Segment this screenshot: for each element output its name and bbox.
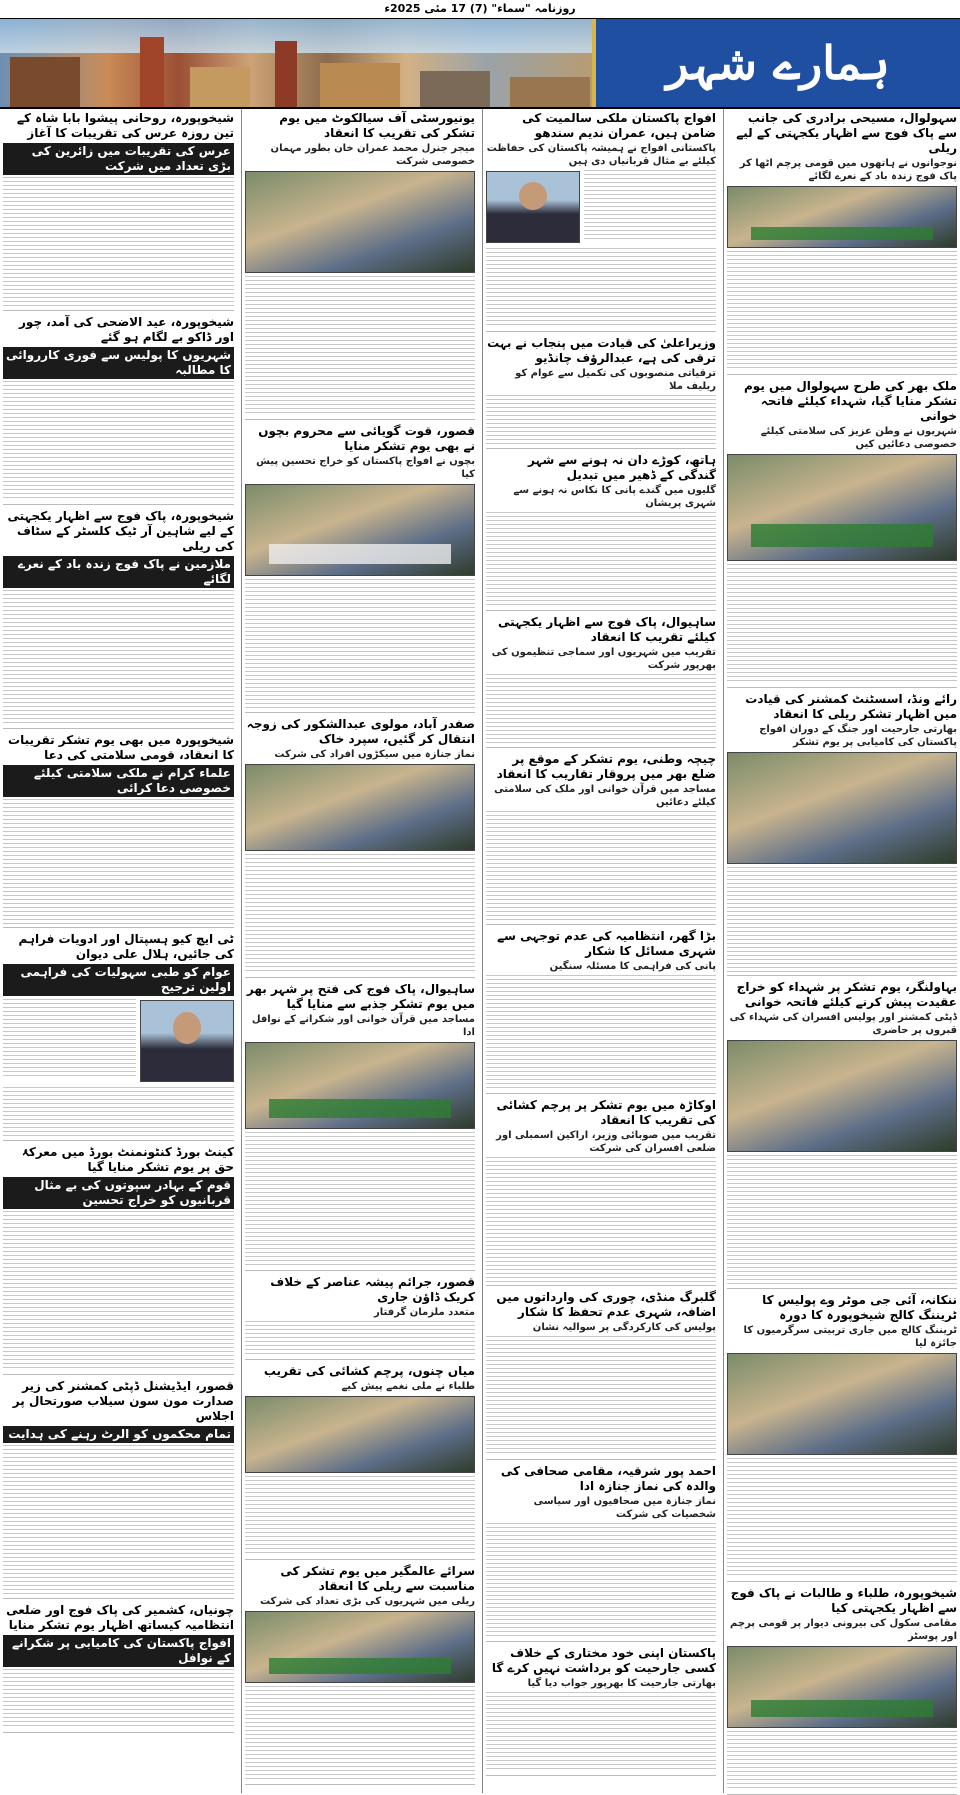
subheadline: میجر جنرل محمد عمران خان بطور مہمان خصوصی شرکت [270, 143, 475, 167]
headline: شیخوپورہ میں بھی یوم تشکر تقریبات کا انعقاد، قومی سلامتی کی دعا [8, 733, 234, 762]
subheadline: قوم کے بہادر سپوتوں کی بے مثال قربانیوں کو خراج تحسین [3, 1177, 234, 1209]
article [245, 1364, 475, 1560]
headline: وزیراعلیٰ کی قیادت میں پنجاب نے بہت ترقی کی ہے، عبدالرؤف چانڈیو [487, 336, 716, 365]
subheadline: طلباء نے ملی نغمے پیش کیے [341, 1381, 475, 1392]
article-body [3, 381, 234, 501]
article-body [486, 1523, 716, 1638]
headline: ہاتھ، کوڑے دان نہ ہونے سے شہر گندگی کے ڈھیر میں تبدیل [528, 453, 716, 482]
subheadline: علماء کرام نے ملکی سلامتی کیلئے خصوصی دعا کرائی [3, 765, 234, 797]
article-body [727, 1155, 957, 1285]
headline: قصور، ایڈیشنل ڈپٹی کمشنر کی زیر صدارت مون سون سیلاب صورتحال پر اجلاس [12, 1379, 234, 1423]
subheadline: بھارتی جارحیت اور جنگ کے دوران افواج پاکستان کی کامیابی پر یوم تشکر [759, 724, 957, 748]
column-3 [482, 109, 719, 1793]
article [3, 1379, 234, 1599]
article-body [727, 251, 957, 371]
article-body [245, 579, 475, 709]
headline: میاں چنوں، پرچم کشائی کی تقریب [263, 1364, 475, 1378]
article-body [245, 1476, 475, 1556]
article [486, 929, 716, 1094]
article-body [486, 395, 716, 445]
news-photo [245, 1611, 475, 1683]
headline: ننکانہ، آئی جی موٹر وے پولیس کا ٹریننگ کالج شیخوپورہ کا دورہ [762, 1293, 957, 1322]
subheadline: گلیوں میں گندے پانی کا نکاس نہ ہونے سے شہری پریشان [513, 485, 716, 509]
column-4 [723, 109, 960, 1793]
article [727, 1293, 957, 1582]
headline: بہاولنگر، یوم تشکر پر شہداء کو خراج عقیدت پیش کرنے کیلئے فاتحہ خوانی [736, 980, 957, 1009]
subheadline: عوام کو طبی سہولیات کی فراہمی اولین ترجیح [3, 964, 234, 996]
article-body [3, 1445, 234, 1595]
headline: ساہیوال، پاک فوج کی فتح پر شہر بھر میں یوم تشکر جذبے سے منایا گیا [246, 982, 475, 1011]
masthead [0, 19, 960, 109]
headline: اوکاڑہ میں یوم تشکر پر پرچم کشائی کی تقریب کا انعقاد [496, 1098, 716, 1127]
subheadline: مساجد میں قرآن خوانی اور ملک کی سلامتی کیلئے دعائیں [494, 784, 716, 808]
article [727, 379, 957, 688]
headline: سہولوال، مسیحی برادری کی جانب سے پاک فوج سے اظہار یکجہتی کے لیے ریلی [736, 111, 957, 155]
subheadline: نماز جنازہ میں صحافیوں اور سیاسی شخصیات کی شرکت [533, 1496, 716, 1520]
subheadline: مساجد میں قرآن خوانی اور شکرانے کے نوافل ادا [251, 1014, 475, 1038]
article-body [3, 999, 136, 1079]
article-body [3, 1669, 234, 1729]
subheadline: بچوں نے افواج پاکستان کو خراج تحسین پیش کیا [256, 456, 475, 480]
headline: بڑا گھر، انتظامیہ کی عدم توجہی سے شہری مسائل کا شکار [497, 929, 716, 958]
subheadline: ملازمین نے پاک فوج زندہ باد کے نعرے لگائے [3, 556, 234, 588]
article [727, 692, 957, 976]
article [3, 1145, 234, 1375]
headline: چونیاں، کشمیر کی پاک فوج اور ضلعی انتظامیہ کیساتھ اظہار یوم تشکر منایا [6, 1603, 234, 1632]
article-body [486, 248, 716, 328]
article-body [245, 854, 475, 974]
dateline: روزنامہ "سماء" (7) 17 مئی 2025ء [0, 0, 960, 19]
headline: قصور، قوت گویائی سے محروم بچوں نے بھی یوم تشکر منایا [258, 424, 475, 453]
article-body [727, 1458, 957, 1578]
section-title-box [592, 19, 960, 107]
subheadline: ڈپٹی کمشنر اور پولیس افسران کی شہداء کی قبروں پر حاضری [729, 1012, 957, 1036]
article [245, 1275, 475, 1360]
article-body [486, 674, 716, 744]
article-body [727, 1731, 957, 1791]
news-photo [727, 752, 957, 864]
headline: شیخوپورہ، پاک فوج سے اظہار یکجہتی کے لیے شاہین آر ٹیک کلسٹر کے سٹاف کی ریلی [7, 509, 234, 553]
news-photo [727, 186, 957, 248]
subheadline: پانی کی فراہمی کا مسئلہ سنگین [549, 961, 716, 972]
subheadline: شہریوں کا پولیس سے فوری کارروائی کا مطالبہ [3, 347, 234, 379]
subheadline: تمام محکموں کو الرٹ رہنے کی ہدایت [3, 1426, 234, 1443]
article-body [486, 1336, 716, 1456]
article-body [486, 1157, 716, 1282]
subheadline: ٹریننگ کالج میں جاری تربیتی سرگرمیوں کا جائزہ لیا [743, 1325, 957, 1349]
headline: ساہیوال، پاک فوج سے اظہار یکجہتی کیلئے تقریب کا انعقاد [498, 615, 716, 644]
subheadline: تقریب میں صوبائی وزیر، اراکین اسمبلی اور ضلعی افسران کی شرکت [496, 1130, 716, 1154]
article [245, 1564, 475, 1785]
news-photo [727, 1646, 957, 1728]
article [3, 733, 234, 928]
subheadline: ریلی میں شہریوں کی بڑی تعداد کی شرکت [259, 1596, 475, 1607]
article [245, 717, 475, 978]
article-body [727, 564, 957, 684]
article [3, 509, 234, 729]
article-body [245, 276, 475, 416]
article-body [727, 867, 957, 972]
headline: شیخوپورہ، طلباء و طالبات نے پاک فوج سے اظہار یکجہتی کیا [730, 1586, 957, 1615]
subheadline: بھارتی جارحیت کا بھرپور جواب دیا گیا [527, 1678, 716, 1689]
news-photo [245, 171, 475, 273]
subheadline: نوجوانوں نے ہاتھوں میں قومی پرچم اٹھا کر پاک فوج زندہ باد کے نعرے لگائے [739, 158, 957, 182]
article-body [3, 590, 234, 725]
article [486, 1290, 716, 1460]
article [486, 1464, 716, 1642]
article [486, 615, 716, 748]
article [727, 111, 957, 375]
headline: کینٹ بورڈ کنٹونمنٹ بورڈ میں معرکۂ حق پر یوم تشکر منایا گیا [21, 1145, 234, 1174]
article-body [486, 811, 716, 921]
article [486, 111, 716, 332]
headline: صفدر آباد، مولوی عبدالشکور کی زوجہ انتقال کر گئیں، سپرد خاک [246, 717, 475, 746]
subheadline: افواج پاکستان کی کامیابی پر شکرانے کے نوافل [3, 1635, 234, 1667]
article-body [486, 512, 716, 607]
article-body [3, 799, 234, 924]
headline: افواج پاکستان ملکی سالمیت کی ضامن ہیں، عمران ندیم سندھو [522, 111, 716, 140]
headline: چیچہ وطنی، یوم تشکر کے موقع پر ضلع بھر میں پروقار تقاریب کا انعقاد [496, 752, 716, 781]
article-body [245, 1686, 475, 1781]
article-body [486, 1692, 716, 1772]
article [727, 1586, 957, 1795]
article-body [245, 1132, 475, 1267]
section-title: ہمارے شہر [666, 36, 890, 90]
article [486, 752, 716, 925]
news-photo [727, 1040, 957, 1152]
portrait-photo [486, 171, 580, 243]
subheadline: ترقیاتی منصوبوں کی تکمیل سے عوام کو ریلیف ملا [515, 368, 716, 392]
article [3, 111, 234, 311]
headline: ٹی ایچ کیو ہسپتال اور ادویات فراہم کی جائیں، ہلال علی دیوان [18, 932, 234, 961]
article [486, 1646, 716, 1776]
subheadline: متعدد ملزمان گرفتار [374, 1307, 475, 1318]
news-photo [727, 1353, 957, 1455]
article-body [584, 170, 716, 240]
article [486, 1098, 716, 1286]
headline: شیخوپورہ، روحانی پیشوا بابا شاہ کے تین روزہ عرس کی تقریبات کا آغاز [16, 111, 234, 140]
headline: شیخوپورہ، عید الاضحی کی آمد، چور اور ڈاکو بے لگام ہو گئے [19, 315, 234, 344]
article [486, 336, 716, 449]
article [245, 424, 475, 713]
article [245, 982, 475, 1271]
subheadline: نماز جنازہ میں سیکڑوں افراد کی شرکت [274, 749, 475, 760]
news-photo [727, 454, 957, 561]
headline: سرائے عالمگیر میں یوم تشکر کی مناسبت سے ریلی کا انعقاد [280, 1564, 475, 1593]
subheadline: شہریوں نے وطن عزیز کی سلامتی کیلئے خصوصی دعائیں کیں [760, 426, 957, 450]
article-body [245, 1321, 475, 1356]
headline: ملک بھر کی طرح سہولوال میں یوم تشکر منایا گیا، شہداء کیلئے فاتحہ خوانی [744, 379, 957, 423]
news-photo [245, 764, 475, 851]
subheadline: پولیس کی کارکردگی پر سوالیہ نشان [532, 1322, 716, 1333]
headline: رائے ونڈ، اسسٹنٹ کمشنر کی قیادت میں اظہار تشکر ریلی کا انعقاد [745, 692, 957, 721]
headline: گلبرگ منڈی، چوری کی وارداتوں میں اضافہ، شہری عدم تحفظ کا شکار [496, 1290, 716, 1319]
portrait-photo [140, 1000, 234, 1082]
article [727, 980, 957, 1289]
city-landmarks-banner [0, 19, 596, 107]
subheadline: تقریب میں شہریوں اور سماجی تنظیموں کی بھرپور شرکت [491, 647, 716, 671]
news-photo [245, 484, 475, 576]
article [3, 932, 234, 1141]
column-1 [0, 109, 237, 1793]
headline: پاکستان اپنی خود مختاری کے خلاف کسی جارحیت کو برداشت نہیں کرے گا [491, 1646, 716, 1675]
newspaper-page [0, 109, 960, 1793]
headline: قصور، جرائم پیشہ عناصر کے خلاف کریک ڈاؤن جاری [270, 1275, 475, 1304]
news-photo [245, 1396, 475, 1473]
article-body [3, 1087, 234, 1137]
subheadline: مقامی سکول کی بیرونی دیوار پر قومی پرچم اور پوسٹر [730, 1618, 957, 1642]
article [486, 453, 716, 611]
article-body [3, 1211, 234, 1371]
headline: یونیورسٹی آف سیالکوٹ میں یوم تشکر کی تقریب کا انعقاد [279, 111, 475, 140]
headline: احمد پور شرقیہ، مقامی صحافی کی والدہ کی نماز جنازہ ادا [500, 1464, 716, 1493]
news-photo [245, 1042, 475, 1129]
subheadline: پاکستانی افواج نے ہمیشہ پاکستان کی حفاظت کیلئے بے مثال قربانیاں دی ہیں [486, 143, 716, 167]
article [3, 1603, 234, 1733]
article [3, 315, 234, 505]
column-2 [241, 109, 478, 1793]
subheadline: عرس کی تقریبات میں زائرین کی بڑی تعداد میں شرکت [3, 143, 234, 175]
article [245, 111, 475, 420]
article-body [3, 177, 234, 307]
article-body [486, 975, 716, 1090]
